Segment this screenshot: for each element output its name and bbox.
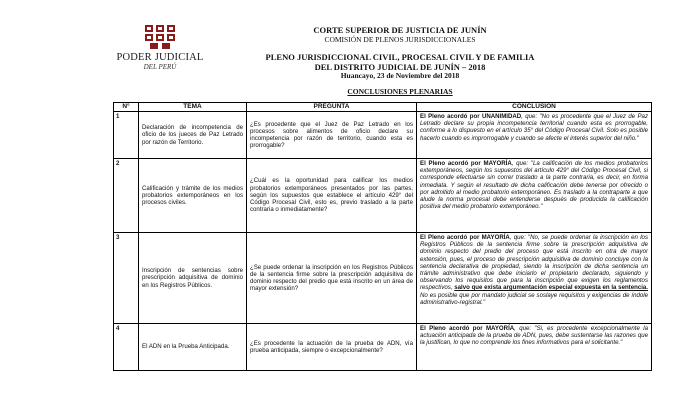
conclusion-lead: El Pleno acordó por [420, 325, 486, 332]
conclusion-tail: No es posible que por mandato judicial se soslaye requisitos y exigencias de índole administrativo-registral." [420, 291, 648, 306]
table-header-row [114, 103, 652, 112]
court-title: CORTE SUPERIOR DE JUSTICIA DE JUNÍN [313, 25, 487, 35]
row-question [247, 233, 417, 324]
commission-title: COMISIÓN DE PLENOS JURISDICCIONALES [324, 35, 476, 44]
table-row [114, 112, 652, 159]
place-date: Huancayo, 23 de Noviembre del 2018 [340, 71, 460, 80]
question-text: ¿Se puede ordenar la inscripción en los Registros Públicos de la sentencia firme sobre la prescripción adquisitiva de dominio respecto del predio que está inscrito en un área de mayor extensión? [250, 263, 413, 293]
header-topic: TEMA [139, 103, 247, 112]
row-question [247, 112, 417, 159]
row-conclusion [417, 159, 652, 233]
row-conclusion [417, 233, 652, 324]
conclusions-table [113, 102, 652, 371]
row-number: 1 [114, 112, 139, 159]
logo-name: PODER JUDICIAL [116, 52, 204, 63]
poder-judicial-emblem-icon [143, 24, 177, 50]
topic-text: Declaración de incompetencia de oficio de los jueces de Paz Letrado por razón de Territorio. [142, 124, 243, 146]
row-topic [139, 112, 247, 159]
conclusion-lead: El Pleno acordó por [420, 234, 482, 241]
topic-text: El ADN en la Prueba Anticipada. [142, 343, 230, 351]
conclusion-body: , que: "Si, es procedente excepcionalmente la actuación anticipada de la prueba de ADN, pues, debe sustentarse las razones que la justifican, lo que no comprende los fines informativos para el solicitante." [420, 325, 648, 347]
row-number: 3 [114, 233, 139, 324]
conclusion-vote: UNANIMIDAD [481, 113, 522, 120]
row-number: 2 [114, 159, 139, 233]
question-text: ¿Es procedente que el Juez de Paz Letrado en los procesos sobre alimentos de oficio declare su incompetencia por razón de territorio, cuando esta es prorrogable? [250, 120, 413, 150]
header-question: PREGUNTA [247, 103, 417, 112]
conclusion-vote: MAYORÍA [481, 234, 510, 241]
header-conclusion: CONCLUSIÓN [417, 103, 652, 112]
conclusion-lead: El Pleno acordó por [420, 113, 482, 120]
row-question [247, 159, 417, 233]
question-text: ¿Es procedente la actuación de la prueba de ADN, vía prueba anticipada, siempre o excepcionalmente? [250, 339, 413, 354]
conclusion-lead: El Pleno acordó por [420, 160, 484, 167]
table-row [114, 324, 652, 371]
row-conclusion [417, 324, 652, 371]
topic-text: Inscripción de sentencias sobre prescripción adquisitiva de dominio en los Registros Públicos. [142, 267, 243, 289]
logo-sub: DEL PERÚ [143, 63, 177, 71]
conclusion-vote: MAYORÍA [485, 325, 515, 332]
topic-text: Calificación y trámite de los medios probatorios extemporáneos en los procesos civiles. [142, 184, 243, 207]
row-topic [139, 159, 247, 233]
conclusion-body: , que: "No es procedente que el Juez de Paz Letrado declare su propia incompetencia territorial cuando esta es prorrogable, conforme a lo dispuesto en el artículo 35° del Código Procesal Civil. Solo es posible hacerlo cuando es improrrogable y cuando se afecte el interés superior del niño." [420, 113, 648, 142]
row-conclusion [417, 112, 652, 159]
table-row [114, 159, 652, 233]
question-text: ¿Cuál es la oportunidad para calificar los medios probatorios extemporáneos presentados por las partes, según los supuestos que establece el artículo 429° del Código Procesal Civil, esto es, previo traslado a la parte contraria o inmediatamente? [250, 177, 413, 214]
conclusion-vote: MAYORÍA [483, 160, 512, 167]
row-question [247, 324, 417, 371]
district-title: DEL DISTRITO JUDICIAL DE JUNÍN – 2018 [314, 62, 486, 72]
conclusion-body: , que: "No, se puede ordenar la inscripción en los Registros Públicos de la sentencia firme sobre la prescripción adquisitiva de dominio respecto del predio del proceso que está inscrito en otra de mayor extensión, pues, el proceso de prescripción adquisitiva de dominio concluye con la sentencia declarativa de propiedad, siendo la inscripción de dicha sentencia un trámite administrativo que debe iniciarlo el propietario declarado, siguiendo y observando los requisitos que para la inscripción que exigen los reglamentos respectivos, [420, 234, 648, 292]
table-row [114, 233, 652, 324]
header-number: N° [114, 103, 139, 112]
row-number: 4 [114, 324, 139, 371]
row-topic [139, 233, 247, 324]
row-topic [139, 324, 247, 371]
conclusion-underlined: salvo que exista argumentación especial expuesta en la sentencia. [454, 284, 648, 292]
plenary-title: PLENO JURISDICCIONAL CIVIL, PROCESAL CIVIL Y DE FAMILIA [265, 52, 535, 62]
conclusion-body: , que: "La calificación de los medios probatorios extemporáneos, según los supuestos del artículo 429° del Código Procesal Civil, si corresponde efectuarse sin correr traslado a la parte contraria, es decir, en forma inmediata. Y según el resultado de dicha calificación debe tenerse por ofrecido o por admitido al medio probatorio extemporáneo. Es traslado a la contraparte a que alude la norma procesal debe entenderse después de producida la calificación positiva del medio probatorio extemporáneo." [420, 160, 648, 211]
section-title: CONCLUSIONES PLENARIAS [347, 87, 453, 96]
